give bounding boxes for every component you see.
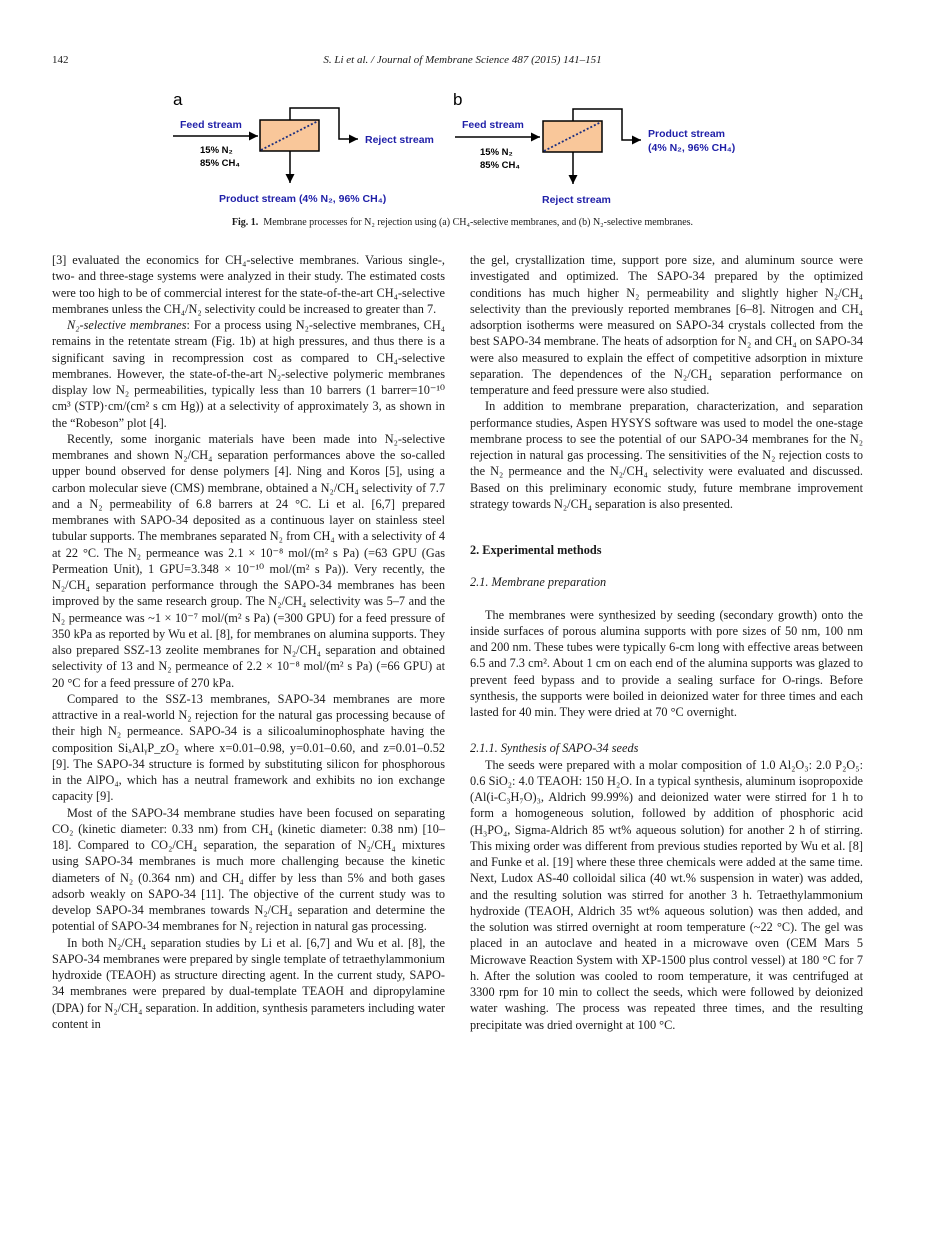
process-diagram [0,84,925,214]
panel-b-feed-label: Feed stream [462,119,524,131]
panel-b-label: b [453,90,463,109]
paragraph: Recently, some inorganic materials have been made into N₂-selective membranes and shown N₂/CH₄ separation performances above the so-called upper bound observed for dense polymers [4]. Ning and Koros [5], using a carbon molecular sieve (CMS) membrane, obtained a N₂/CH₄ selectivity of 7.7 and a N₂ permeability of 6.8 barrers at 24 °C. Li et al. [6,7] prepared membranes with SAPO-34 deposited as a continuous layer on stainless steel tubular supports. The membranes separated N₂ from CH₄ with a selectivity of 4 at 22 °C. The N₂ permeance was 2.1 × 10⁻⁸ mol/(m² s Pa) (=63 GPU (Gas Permeation Unit), 1 GPU=3.348 × 10⁻¹⁰ mol/(m² s Pa)). Very recently, the N₂/CH₄ separation performance through the SAPO-34 membranes has been improved by the same research group. The N₂/CH₄ selectivity was 5–7 and the N₂ permeance was ~1 × 10⁻⁷ mol/(m² s Pa) (=300 GPU) for a feed pressure of 350 kPa as reported by Wu et al. [8], for membranes on alumina supports. They also prepared SSZ-13 zeolite membranes for N₂/CH₄ separation and obtained selectivity of 13 and N₂ permeance of 2.2 × 10⁻⁸ mol/(m² s Pa) (=66 GPU) at 20 °C for a feed pressure of 270 kPa. [52,431,445,690]
panel-a [173,90,434,205]
paragraph: [3] evaluated the economics for CH₄-selective membranes. Various single-, two- and three-stage systems were analyzed in their study. The estimated costs were too high to be of commercial interest for the state-of-the-art CH₄-selective membranes unless the CH₄/N₂ selectivity could be increased to greater than 7. [52,253,445,316]
section-heading: 2. Experimental methods [470,543,602,557]
paragraph: The membranes were synthesized by seeding (secondary growth) onto the inside surfaces of porous alumina supports with pore sizes of 50 nm, 100 nm and 200 nm. These tubes were typically 6-cm long with effective areas between 6.5 and 7.3 cm². About 1 cm on each end of the alumina supports was glazed to prevent feed bypass and to provide a sealing surface for O-rings. Before synthesis, the supports were boiled in deionized water for three times and each lasted for 40 min. They were dried at 70 °C overnight. [470,607,863,719]
paragraph: Most of the SAPO-34 membrane studies have been focused on separating CO₂ (kinetic diameter: 0.33 nm) from CH₄ (kinetic diameter: 0.38 nm) [10–18]. Compared to CO₂/CH₄ separation, the separation of N₂/CH₄ mixtures using SAPO-34 membranes is much more challenging because the kinetic diameters of N₂ (0.364 nm) and CH₄ differ by less than 5% and both gases adsorb weakly on SAPO-34 [11]. The objective of the current study was to develop SAPO-34 membranes towards N₂/CH₄ separation and determine the potential of SAPO-34 membranes for N₂ rejection in natural gas processing. [52,805,445,934]
paragraph: The seeds were prepared with a molar composition of 1.0 Al₂O₃: 2.0 P₂O₅: 0.6 SiO₂: 4.0 TEAOH: 150 H₂O. In a typical synthesis, aluminum isopropoxide (Al(i-C₃H₇O)₃, Aldrich 99.99%) and deionized water were stirred for 1 h to form a homogeneous solution, followed by addition of phosphoric acid (H₃PO₄, Sigma-Aldrich 85 wt% aqueous solution) for another 2 h of stirring. This mixing order was different from previous studies reported by Wu et al. [8] and Funke et al. [19] where these three chemicals were added at the same time. Next, Ludox AS-40 colloidal silica (40 wt.% suspension in water) was added, and the resulting solution was stirred for another 3 h. Tetraethylammonium hydroxide (TEAOH, Aldrich 35 wt% aqueous solution) was then added, and the solution was stirred overnight at room temperature (~22 °C). The gel was placed in an autoclave and heated in a microwave oven (CEM Mars 5 Microwave Reaction System with XP-1500 plus control vessel) at 180 °C for 7 h. After the solution was cooled to room temperature, it was centrifuged at 3300 rpm for 10 min to collect the seeds, which were followed by deionized water washing. The process was repeated three times, and the resulting precipitate was dried overnight at 100 °C. [470,757,863,1032]
inline-heading: N₂-selective membranes [67,318,187,332]
paragraph: In addition to membrane preparation, characterization, and separation performance studies, Aspen HYSYS software was used to model the one-stage membrane process to see the potential of our SAPO-34 membranes for the N₂ rejection in natural gas processing. The sensitivities of the N₂ rejection costs to the N₂ permeance and the N₂/CH₄ selectivity were evaluated and discussed. Based on this preliminary economic study, future membrane improvement strategy towards N₂/CH₄ separation is also presented. [470,399,863,511]
paragraph [52,317,445,431]
panel-b [453,90,735,206]
panel-a-feed-label: Feed stream [180,119,242,131]
figure-caption-text: Membrane processes for N₂ rejection using (a) CH₄-selective membranes, and (b) N₂-selective membranes. [263,217,694,228]
paragraph: the gel, crystallization time, support pore size, and aluminum source were investigated and optimized. The SAPO-34 prepared by the optimized conditions has much higher N₂ permeability and slightly higher N₂/CH₄ selectivity than the previously reported membranes [6–8]. Nitrogen and CH₄ adsorption isotherms were measured on SAPO-34 crystals collected from the best SAPO-34 membrane. The heats of adsorption for N₂ and CH₄ on SAPO-34 were also measured to explain the effect of competitive adsorption in mixture separation. The dependences of the N₂/CH₄ separation performance on temperature and feed pressure were also studied. [470,253,863,397]
figure-caption [0,217,925,228]
panel-a-feed-ch4: 85% CH₄ [200,158,240,169]
paragraph: In both N₂/CH₄ separation studies by Li et al. [6,7] and Wu et al. [8], the SAPO-34 membranes were prepared by single template of tetraethylammonium hydroxide (TEAOH) as structure directing agent. In the current study, SAPO-34 membranes were prepared by dual-template TEAOH and dipropylamine (DPA) for N₂/CH₄ separation. In addition, synthesis parameters including water content in [52,935,445,1031]
panel-b-feed-ch4: 85% CH₄ [480,160,520,171]
panel-a-feed-n2: 15% N₂ [200,145,233,156]
paragraph-body: : For a process using N₂-selective membranes, CH₄ remains in the retentate stream (Fig. 1b) at high pressures, and thus there is a significant saving in recompression cost as compared to CH₄-selective membranes. However, the state-of-the-art N₂-selective polymeric membranes display low N₂ permeabilities, typically less than 10 barrers (1 barrer=10⁻¹⁰ cm³ (STP)·cm/(cm² s cm Hg)) at a selectivity of approximately 3, as shown in the “Robeson” plot [4]. [52,318,445,430]
panel-a-product-label: Product stream (4% N₂, 96% CH₄) [219,193,387,205]
subsection-heading: 2.1. Membrane preparation [470,575,607,590]
subsubsection-heading: 2.1.1. Synthesis of SAPO-34 seeds [470,741,639,756]
panel-b-product-label: Product stream [648,128,726,140]
paragraph: Compared to the SSZ-13 membranes, SAPO-34 membranes are more attractive in a real-world N₂ rejection for the natural gas processing because of their high N₂ permeance. SAPO-34 is a silicoaluminophosphate having the composition SiₓAlᵧP_zO₂ where x=0.01–0.98, y=0.01–0.60, and z=0.01–0.52 [9]. The SAPO-34 structure is formed by substituting silicon for phosphorous in the AlPO₄, which has a neutral framework and exhibits no ion exchange capacity [9]. [52,691,445,804]
figure-caption-label: Fig. 1. [231,217,259,228]
panel-b-product-comp: (4% N₂, 96% CH₄) [648,142,736,154]
panel-a-reject-label: Reject stream [365,134,434,146]
running-header [0,54,925,70]
panel-a-label: a [173,90,183,109]
right-column [470,252,863,1033]
figure-1 [0,84,925,234]
panel-b-feed-n2: 15% N₂ [480,147,513,158]
left-column [52,252,445,1032]
journal-reference: S. Li et al. / Journal of Membrane Science 487 (2015) 141–151 [323,54,602,66]
panel-b-reject-label: Reject stream [542,194,611,206]
page-number: 142 [52,54,69,66]
